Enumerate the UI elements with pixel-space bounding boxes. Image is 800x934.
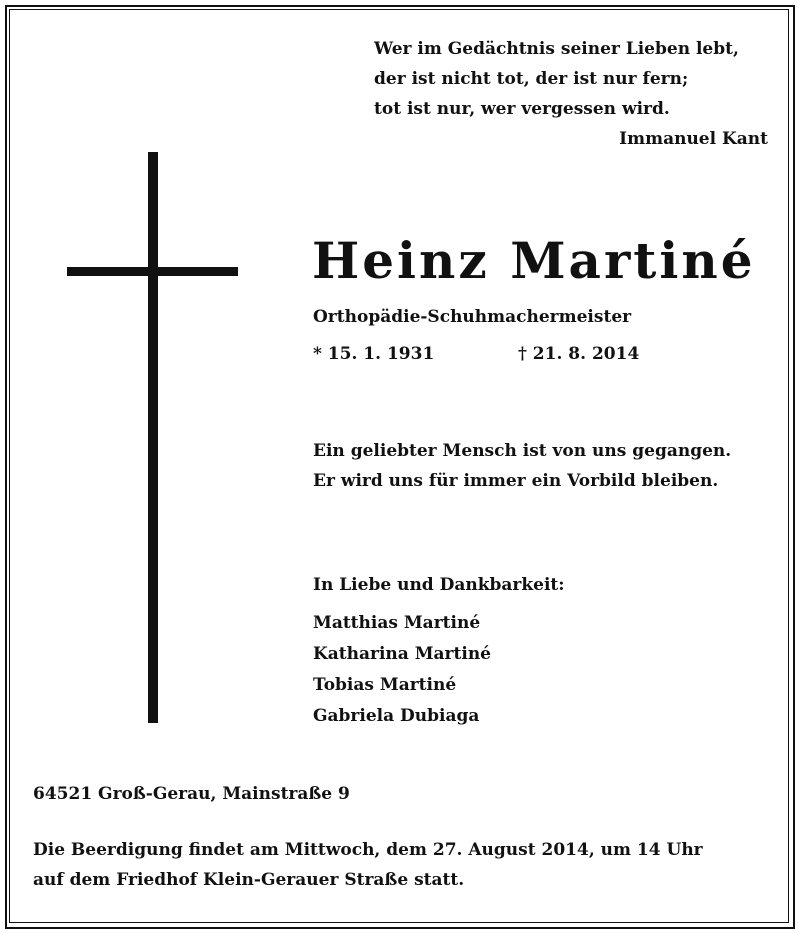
death-date: † 21. 8. 2014 (518, 344, 640, 364)
birth-date: * 15. 1. 1931 (313, 344, 435, 364)
mourner-name: Katharina Martiné (313, 644, 492, 664)
message-line: Er wird uns für immer ein Vorbild bleiben. (313, 471, 719, 491)
cross-icon-horizontal (67, 267, 238, 276)
mourner-name: Tobias Martiné (313, 675, 457, 695)
mourners-list (313, 608, 491, 732)
deceased-name: Heinz Martiné (312, 231, 756, 290)
funeral-line: auf dem Friedhof Klein-Gerauer Straße statt. (33, 870, 465, 890)
message-line: Ein geliebter Mensch ist von uns gegangen. (313, 441, 732, 461)
quote-line: tot ist nur, wer vergessen wird. (374, 99, 670, 119)
funeral-notice (33, 835, 703, 895)
funeral-line: Die Beerdigung findet am Mittwoch, dem 27. August 2014, um 14 Uhr (33, 840, 703, 860)
quote-line: Wer im Gedächtnis seiner Lieben lebt, (374, 39, 739, 59)
family-address: 64521 Groß-Gerau, Mainstraße 9 (33, 784, 350, 804)
mourners-heading: In Liebe und Dankbarkeit: (313, 575, 565, 595)
quote-line: der ist nicht tot, der ist nur fern; (374, 69, 689, 89)
mourner-name: Gabriela Dubiaga (313, 706, 480, 726)
quote-author: Immanuel Kant (619, 129, 768, 149)
mourner-name: Matthias Martiné (313, 613, 481, 633)
cross-icon-vertical (148, 152, 158, 723)
memorial-message (313, 436, 731, 496)
deceased-profession: Orthopädie-Schuhmachermeister (313, 307, 632, 327)
quote (374, 34, 739, 124)
